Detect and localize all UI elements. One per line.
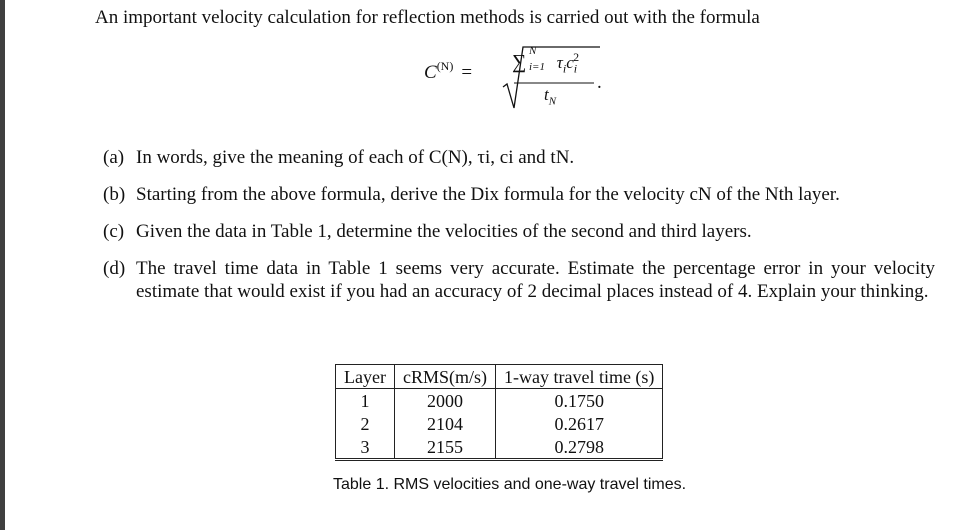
numerator-c-superscript: 2 bbox=[573, 50, 580, 65]
question-b bbox=[103, 183, 935, 206]
formula-denominator bbox=[544, 85, 557, 108]
column-header: cRMS(m/s) bbox=[394, 365, 495, 389]
formula-period: . bbox=[597, 72, 602, 93]
column-header: Layer bbox=[336, 365, 395, 389]
denominator-subscript: N bbox=[548, 95, 557, 108]
formula-numerator bbox=[512, 45, 580, 76]
table-cell: 1 bbox=[336, 389, 395, 413]
question-label: (a) bbox=[103, 147, 125, 168]
data-table bbox=[335, 364, 663, 461]
denominator-t: t bbox=[544, 85, 549, 104]
question-label: (b) bbox=[103, 184, 126, 205]
numerator-c: c bbox=[566, 53, 574, 72]
table-cell: 0.1750 bbox=[495, 389, 662, 413]
table-row bbox=[336, 435, 663, 460]
sum-upper-limit: N bbox=[529, 45, 537, 57]
table-cell: 2000 bbox=[394, 389, 495, 413]
formula-lhs-superscript: (N) bbox=[436, 59, 454, 73]
table-cell: 2 bbox=[336, 412, 395, 435]
question-a bbox=[103, 146, 935, 169]
question-label: (c) bbox=[103, 221, 125, 242]
table-cell: 0.2798 bbox=[495, 435, 662, 460]
numerator-tau-subscript: i bbox=[562, 61, 567, 76]
table-row bbox=[336, 412, 663, 435]
question-text: Starting from the above formula, derive the Dix formula for the velocity cN of the Nth layer. bbox=[136, 184, 840, 205]
numerator-c-subscript: i bbox=[573, 61, 578, 76]
sum-lower-limit: i=1 bbox=[529, 61, 545, 73]
question-text: Given the data in Table 1, determine the velocities of the second and third layers. bbox=[136, 221, 752, 242]
sum-symbol: ∑ bbox=[512, 51, 527, 73]
column-header: 1-way travel time (s) bbox=[495, 365, 662, 389]
question-text: The travel time data in Table 1 seems very accurate. Estimate the percentage error in your velocity estimate that would exist if you had an accuracy of 2 decimal places instead of 4. Explain your thinking. bbox=[136, 258, 935, 302]
formula-equals: = bbox=[461, 62, 473, 83]
question-label: (d) bbox=[103, 258, 126, 279]
table-cell: 2155 bbox=[394, 435, 495, 460]
table-cell: 3 bbox=[336, 435, 395, 460]
table-caption: Table 1. RMS velocities and one-way travel times. bbox=[333, 476, 687, 493]
question-text: In words, give the meaning of each of C(N), τi, ci and tN. bbox=[136, 147, 575, 168]
numerator-tau: τ bbox=[556, 53, 563, 72]
velocity-formula bbox=[0, 0, 980, 120]
formula-lhs-symbol: C bbox=[424, 62, 437, 83]
table-row bbox=[336, 389, 663, 413]
intro-text: An important velocity calculation for reflection methods is carried out with the formula bbox=[95, 7, 760, 28]
question-c bbox=[103, 220, 935, 243]
table-cell: 0.2617 bbox=[495, 412, 662, 435]
fraction-bar bbox=[514, 82, 594, 84]
table-cell: 2104 bbox=[394, 412, 495, 435]
table-header-row bbox=[336, 365, 663, 389]
question-d bbox=[103, 257, 935, 303]
formula-lhs bbox=[424, 59, 473, 84]
